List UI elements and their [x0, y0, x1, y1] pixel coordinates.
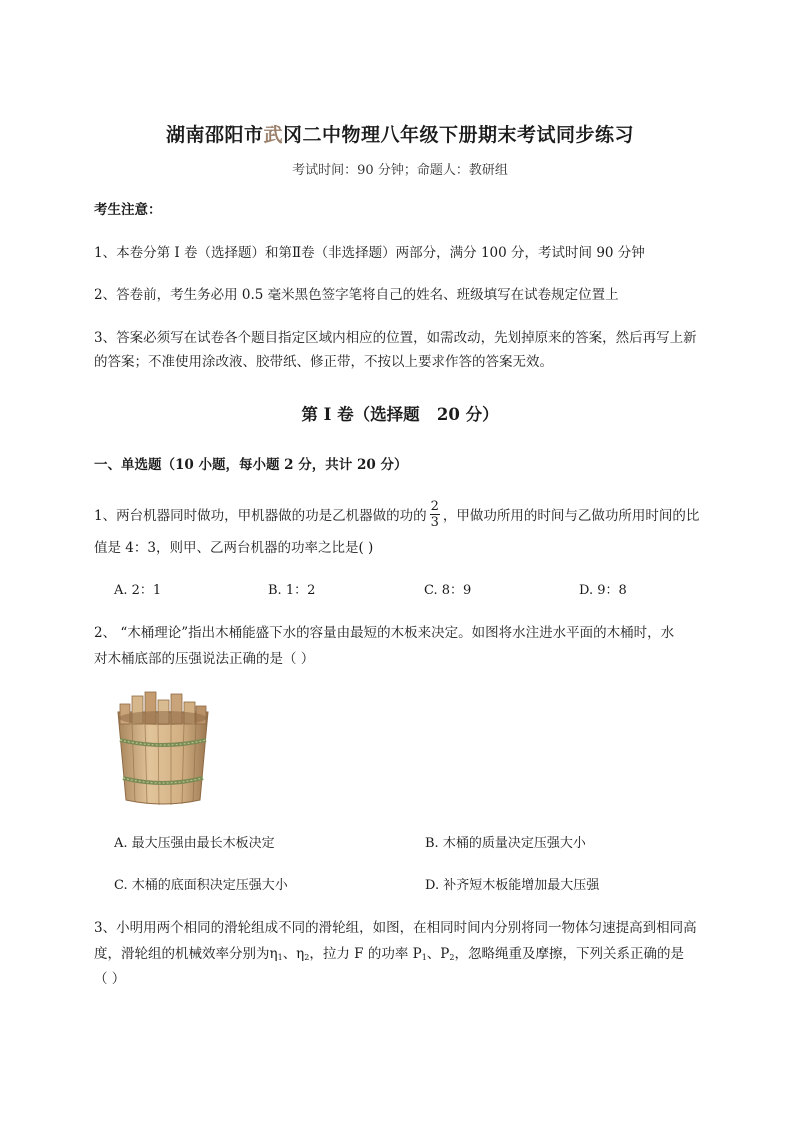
- wooden-bucket-image: [108, 690, 218, 808]
- notice-item-1: 1、本卷分第 I 卷（选择题）和第Ⅱ卷（非选择题）两部分，满分 100 分，考试时间 90 分钟: [94, 245, 645, 261]
- q2-option-a[interactable]: A. 最大压强由最长木板决定: [114, 836, 275, 851]
- q1-option-b[interactable]: B. 1：2: [268, 583, 316, 598]
- q1-option-d[interactable]: D. 9：8: [579, 583, 627, 598]
- title-part2: 武: [263, 124, 283, 146]
- q2-option-d[interactable]: D. 补齐短木板能增加最大压强: [425, 878, 600, 893]
- q3-line2-e: ，忽略绳重及摩擦，下列关系正确的是: [454, 946, 684, 962]
- q1-option-c[interactable]: C. 8：9: [424, 583, 472, 598]
- notice-item-2: 2、答卷前，考生务必用 0.5 毫米黑色签字笔将自己的姓名、班级填写在试卷规定位置上: [94, 287, 619, 303]
- section-title: 第 I 卷（选择题 20 分）: [301, 405, 499, 424]
- page-title: [0, 120, 800, 147]
- q1-fraction: [430, 499, 440, 530]
- q3-line3: （ ）: [94, 971, 126, 987]
- q3-line2: [94, 943, 684, 969]
- q2-line2: 对木桶底部的压强说法正确的是（ ）: [94, 651, 315, 667]
- q2-option-c[interactable]: C. 木桶的底面积决定压强大小: [114, 878, 288, 893]
- q3-sub4: 2: [449, 953, 455, 962]
- q3-sub3: 1: [421, 953, 427, 962]
- q2-line1: 2、 “木桶理论”指出木桶能盛下水的容量由最短的木板来决定。如图将水注进水平面的木桶时，水: [94, 625, 675, 641]
- q1-line1: [94, 501, 699, 532]
- q1-frac-den: 3: [430, 515, 439, 530]
- q3-line2-a: 度，滑轮组的机械效率分别为η: [94, 946, 278, 962]
- page-subtitle: 考试时间：90 分钟；命题人：教研组: [292, 163, 508, 178]
- q1-text-after: ，甲做功所用的时间与乙做功所用时间的比: [442, 508, 700, 524]
- q3-sub2: 2: [304, 953, 310, 962]
- title-part1: 湖南邵阳市: [165, 124, 264, 146]
- title-part3: 冈二中物理八年级下册期末考试同步练习: [283, 124, 635, 146]
- notice-heading: 考生注意：: [94, 202, 162, 218]
- section-subheading: 一、单选题（10 小题，每小题 2 分，共计 20 分）: [94, 457, 408, 473]
- q1-frac-num: 2: [430, 499, 439, 514]
- q3-line2-b: 、η: [282, 946, 305, 962]
- q1-text-before: 1、两台机器同时做功，甲机器做的功是乙机器做的功的: [94, 508, 427, 524]
- notice-item-3-line2: 的答案；不准使用涂改液、胶带纸、修正带，不按以上要求作答的答案无效。: [94, 354, 553, 370]
- q1-line2: 值是 4：3，则甲、乙两台机器的功率之比是( ): [94, 540, 374, 556]
- q1-option-a[interactable]: A. 2：1: [114, 583, 162, 598]
- notice-item-3-line1: 3、答案必须写在试卷各个题目指定区域内相应的位置，如需改动，先划掉原来的答案，然后再写上新: [94, 330, 697, 346]
- q3-line1: 3、小明用两个相同的滑轮组成不同的滑轮组，如图，在相同时间内分别将同一物体匀速提高到相同高: [94, 920, 697, 936]
- q2-option-b[interactable]: B. 木桶的质量决定压强大小: [425, 836, 586, 851]
- q3-line2-c: ，拉力 F 的功率 P: [309, 946, 422, 962]
- q3-line2-d: 、P: [426, 946, 450, 962]
- q3-sub1: 1: [277, 953, 283, 962]
